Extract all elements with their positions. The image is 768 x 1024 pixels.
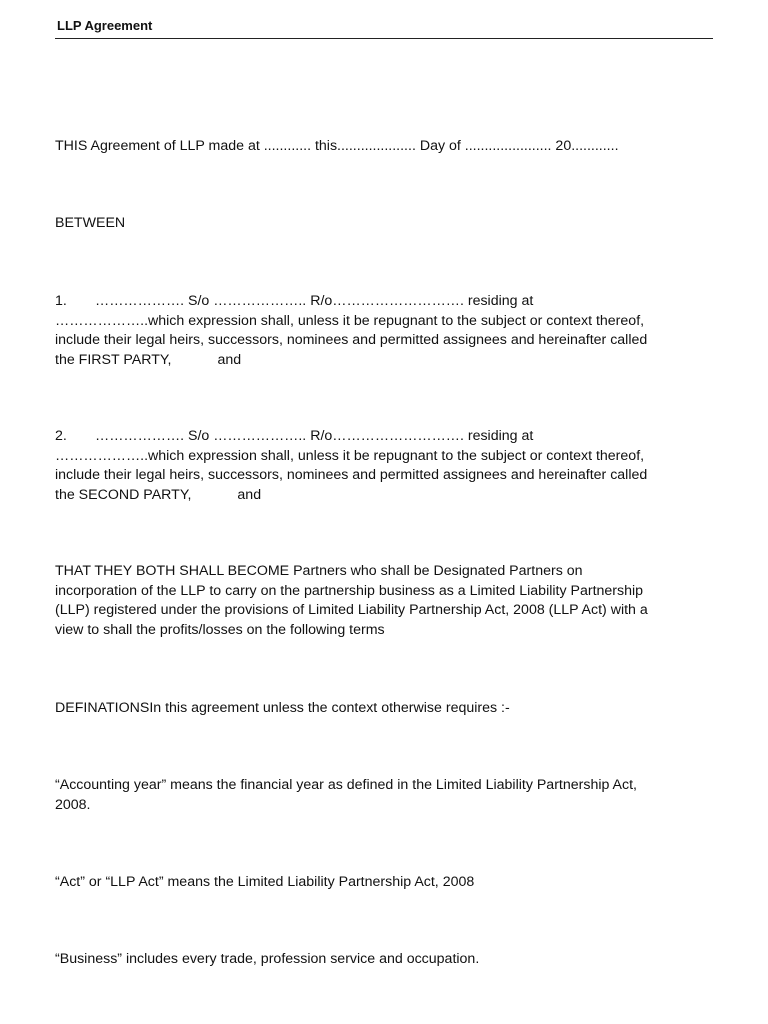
partners-line-3: (LLP) registered under the provisions of Limited Liability Partnership Act, 2008 (LLP Act) with a [55,602,648,618]
intro-paragraph: THIS Agreement of LLP made at ............ this.................... Day of ...................... 20............ [55,138,619,154]
first-party-line-4: the FIRST PARTY, and [55,351,242,368]
definitions-intro: In this agreement unless the context otherwise requires :- [149,700,510,716]
second-party-line-3: include their legal heirs, successors, nominees and permitted assignees and hereinafter called [55,467,648,483]
first-party-line-3: include their legal heirs, successors, nominees and permitted assignees and hereinafter called [55,332,648,348]
def-act: “Act” or “LLP Act” means the Limited Liability Partnership Act, 2008 [55,874,475,890]
partners-line-2: incorporation of the LLP to carry on the partnership business as a Limited Liability Partnership [55,582,644,599]
header-title: LLP Agreement [57,18,153,33]
def-accounting-line-2: 2008. [55,796,91,813]
first-party-line-1: 1. ………………. S/o ……………….. R/o………………………. residing at [55,292,715,312]
partners-paragraph [55,562,715,640]
second-party-and: and [237,486,262,503]
first-party-line-2: ………………..which expression shall, unless it be repugnant to the subject or context thereof, [55,312,645,329]
definitions-paragraph [55,699,715,719]
def-accounting-year [55,776,715,815]
second-party-line-2: ………………..which expression shall, unless it be repugnant to the subject or context thereof, [55,447,645,464]
second-party-line-4: the SECOND PARTY, and [55,486,262,503]
def-accounting-line-1: “Accounting year” means the financial year as defined in the Limited Liability Partnership Act, [55,777,637,793]
second-party-line-1: 2. ………………. S/o ……………….. R/o………………………. residing at [55,427,715,447]
partners-line-1: THAT THEY BOTH SHALL BECOME Partners who shall be Designated Partners on [55,563,583,579]
first-party-and: and [217,351,242,368]
first-party-paragraph [55,292,715,370]
definitions-heading: DEFINATIONS [55,700,150,716]
first-party-number: 1. [55,293,67,309]
second-party-number: 2. [55,428,67,444]
second-party-paragraph [55,427,715,505]
page-header [55,18,713,39]
def-business: “Business” includes every trade, profession service and occupation. [55,951,480,967]
between-heading: BETWEEN [55,215,126,231]
partners-line-4: view to shall the profits/losses on the following terms [55,621,385,638]
